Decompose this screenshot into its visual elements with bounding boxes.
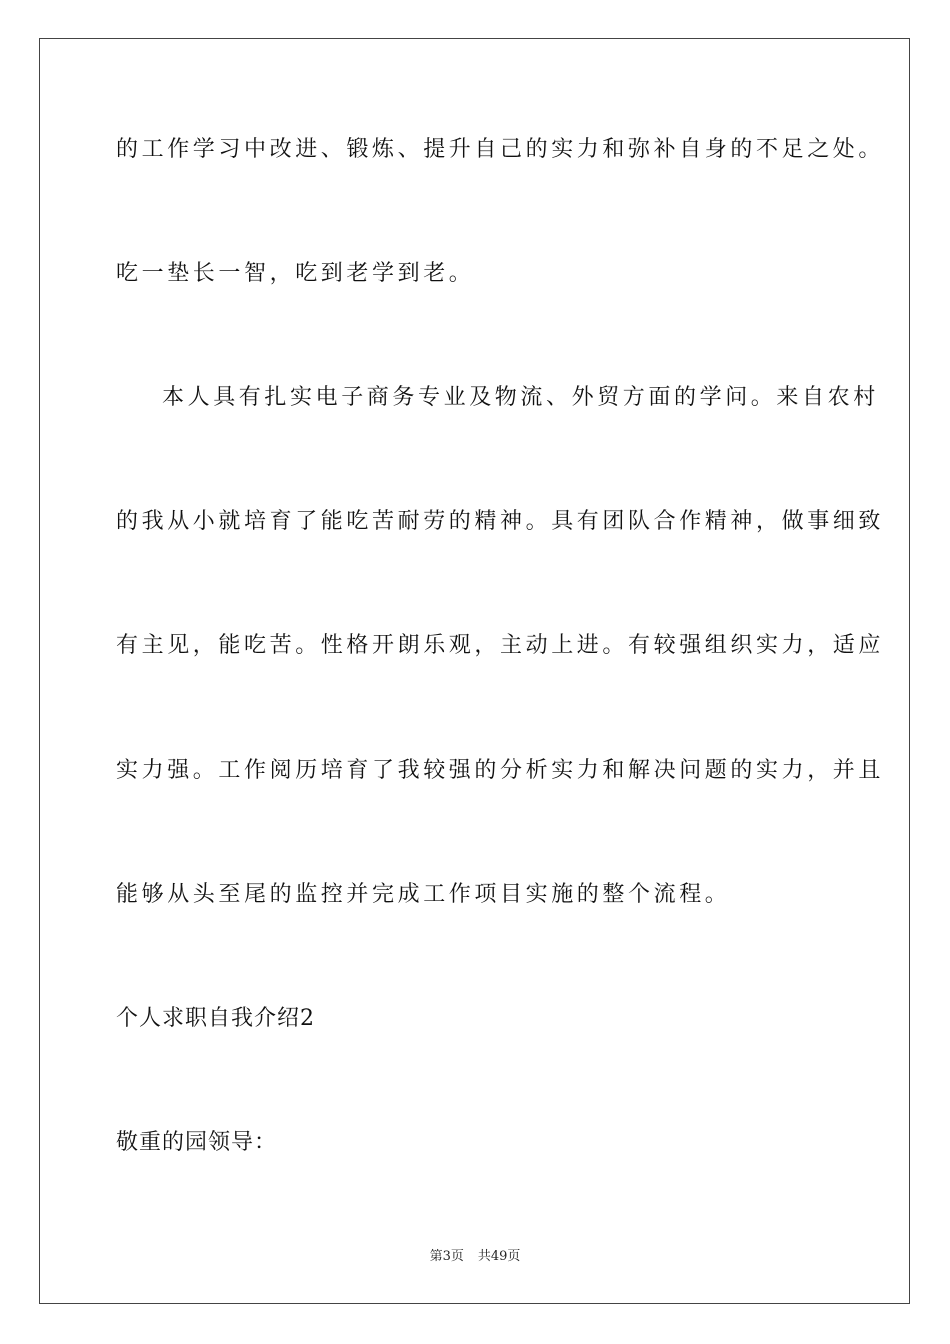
page-number: 第3页 bbox=[429, 1249, 464, 1264]
paragraph-line-7: 能够从头至尾的监控并完成工作项目实施的整个流程。 bbox=[116, 882, 731, 907]
paragraph-line-1: 的工作学习中改进、锻炼、提升自己的实力和弥补自身的不足之处。 bbox=[116, 137, 885, 162]
page-footer bbox=[0, 1248, 950, 1266]
paragraph-line-3: 本人具有扎实电子商务专业及物流、外贸方面的学问。来自农村 bbox=[162, 385, 879, 410]
page-frame bbox=[39, 38, 910, 1304]
section-title: 个人求职自我介绍2 bbox=[116, 1006, 315, 1031]
paragraph-line-5: 有主见，能吃苦。性格开朗乐观，主动上进。有较强组织实力，适应 bbox=[116, 633, 885, 658]
salutation: 敬重的园领导： bbox=[116, 1130, 278, 1155]
paragraph-line-6: 实力强。工作阅历培育了我较强的分析实力和解决问题的实力，并且 bbox=[116, 758, 885, 783]
paragraph-line-2: 吃一垫长一智，吃到老学到老。 bbox=[116, 261, 475, 286]
paragraph-line-4: 的我从小就培育了能吃苦耐劳的精神。具有团队合作精神，做事细致 bbox=[116, 509, 885, 534]
total-pages: 共49页 bbox=[477, 1249, 521, 1264]
